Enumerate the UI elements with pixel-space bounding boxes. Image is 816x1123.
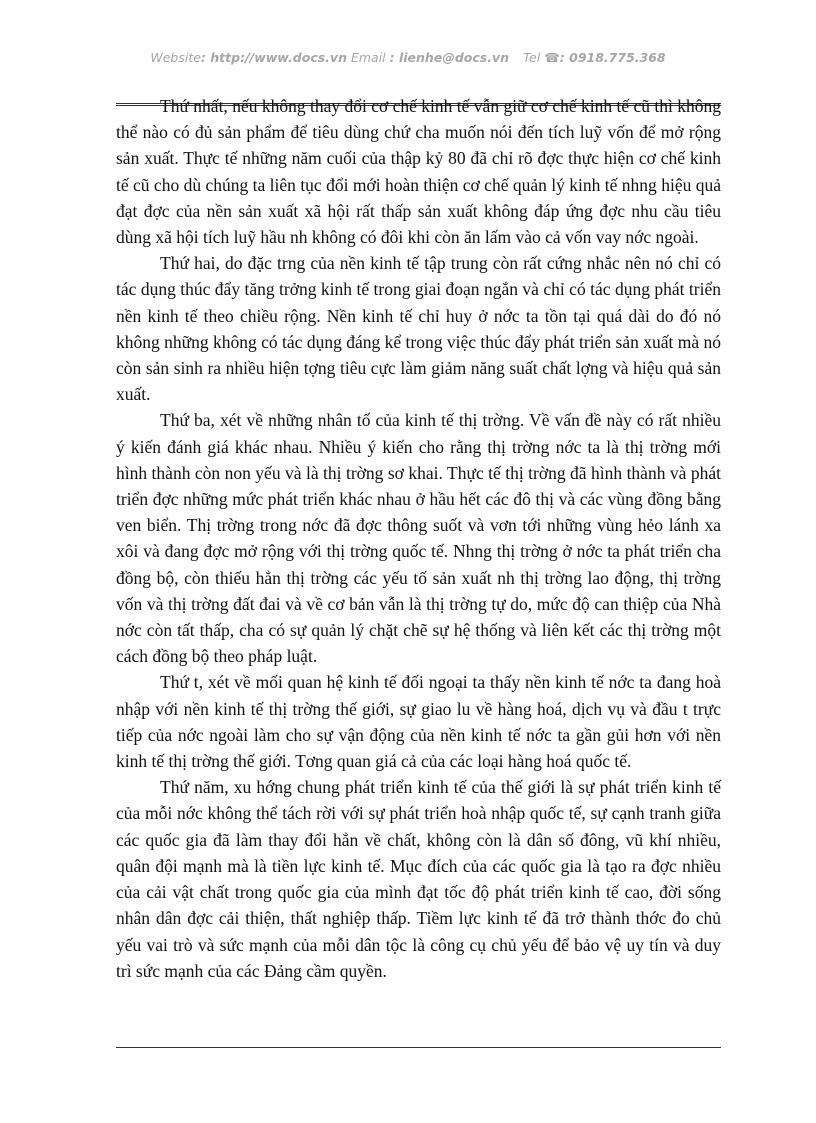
page-header (0, 50, 816, 65)
website-link[interactable]: : http://www.docs.vn (200, 50, 347, 65)
email-link[interactable]: : lienhe@docs.vn (389, 50, 509, 65)
website-label: Website (150, 50, 201, 65)
email-label: Email (350, 50, 386, 65)
phone-number: ☎: 0918.775.368 (544, 50, 666, 65)
document-body (116, 93, 721, 984)
paragraph-1: Thứ nhất, nếu không thay đổi cơ chế kinh tế vẫn giữ cơ chế kinh tế cũ thì không thể nào có đủ sản phẩm để tiêu dùng chứ cha muốn nói đến tích luỹ vốn để mở rộng sản xuất. Thực tế những năm cuối của thập kỷ 80 đã chỉ rõ đợc thực hiện cơ chế kinh tế cũ cho dù chúng ta liên tục đổi mới hoàn thiện cơ chế quản lý kinh tế nhng hiệu quả đạt đợc của nền sản xuất xã hội rất thấp sản xuất không đáp ứng đợc nhu cầu tiêu dùng xã hội tích luỹ hầu nh không có đôi khi còn ăn lấm vào cả vốn vay nớc ngoài. (116, 96, 721, 248)
tel-label: Tel (522, 50, 541, 65)
paragraph-2: Thứ hai, do đặc trng của nền kinh tế tập trung còn rất cứng nhắc nên nó chỉ có tác dụng thúc đẩy tăng trởng kinh tế trong giai đoạn ngắn và chỉ có tác dụng phát triển nền kinh tế theo chiều rộng. Nền kinh tế chỉ huy ở nớc ta tồn tại quá dài do đó nó không những không có tác dụng đáng kể trong việc thúc đẩy phát triển sản xuất mà nó còn sản sinh ra nhiều hiện tợng tiêu cực làm giảm năng suất chất lợng và hiệu quả sản xuất. (116, 253, 721, 405)
paragraph-3: Thứ ba, xét về những nhân tố của kinh tế thị trờng. Về vấn đề này có rất nhiều ý kiến đánh giá khác nhau. Nhiều ý kiến cho rằng thị trờng nớc ta là thị trờng mới hình thành còn non yếu và là thị trờng sơ khai. Thực tế thị trờng đã hình thành và phát triển đợc những mức phát triển khác nhau ở hầu hết các đô thị và các vùng đồng bằng ven biển. Thị trờng trong nớc đã đợc thông suốt và vơn tới những vùng hẻo lánh xa xôi và đang đợc mở rộng với thị trờng quốc tế. Nhng thị trờng ở nớc ta phát triển cha đồng bộ, còn thiếu hẳn thị trờng các yếu tố sản xuất nh thị trờng lao động, thị trờng vốn và thị trờng đất đai và về cơ bản vẫn là thị trờng tự do, mức độ can thiệp của Nhà nớc còn tất thấp, cha có sự quản lý chặt chẽ sự hệ thống và liên kết các thị trờng một cách đồng bộ theo pháp luật. (116, 410, 721, 667)
paragraph-4: Thứ t, xét về mối quan hệ kinh tế đối ngoại ta thấy nền kinh tế nớc ta đang hoà nhập với nền kinh tế thị trờng thế giới, sự giao lu về hàng hoá, dịch vụ và đầu t trực tiếp của nớc ngoài làm cho sự vận động của nền kinh tế nớc ta gần gủi hơn với nền kinh tế thị trờng thế giới. Tơng quan giá cả của các loại hàng hoá quốc tế. (116, 672, 721, 772)
footer-divider (116, 1047, 721, 1048)
paragraph-5: Thứ năm, xu hớng chung phát triển kinh tế của thế giới là sự phát triển kinh tế của mỗi nớc không thể tách rời với sự phát triển hoà nhập quốc tế, sự cạnh tranh giữa các quốc gia đã làm thay đổi hẳn về chất, không còn là dân số đông, vũ khí nhiều, quân đội mạnh mà là tiền lực kinh tế. Mục đích của các quốc gia là tạo ra đợc nhiều của cải vật chất trong quốc gia của mình đạt tốc độ phát triển kinh tế cao, đời sống nhân dân đợc cải thiện, thất nghiệp thấp. Tiềm lực kinh tế đã trở thành thớc đo chủ yếu vai trò và sức mạnh của mỗi dân tộc là công cụ chủ yếu để bảo vệ uy tín và duy trì sức mạnh của các Đảng cầm quyền. (116, 777, 721, 981)
